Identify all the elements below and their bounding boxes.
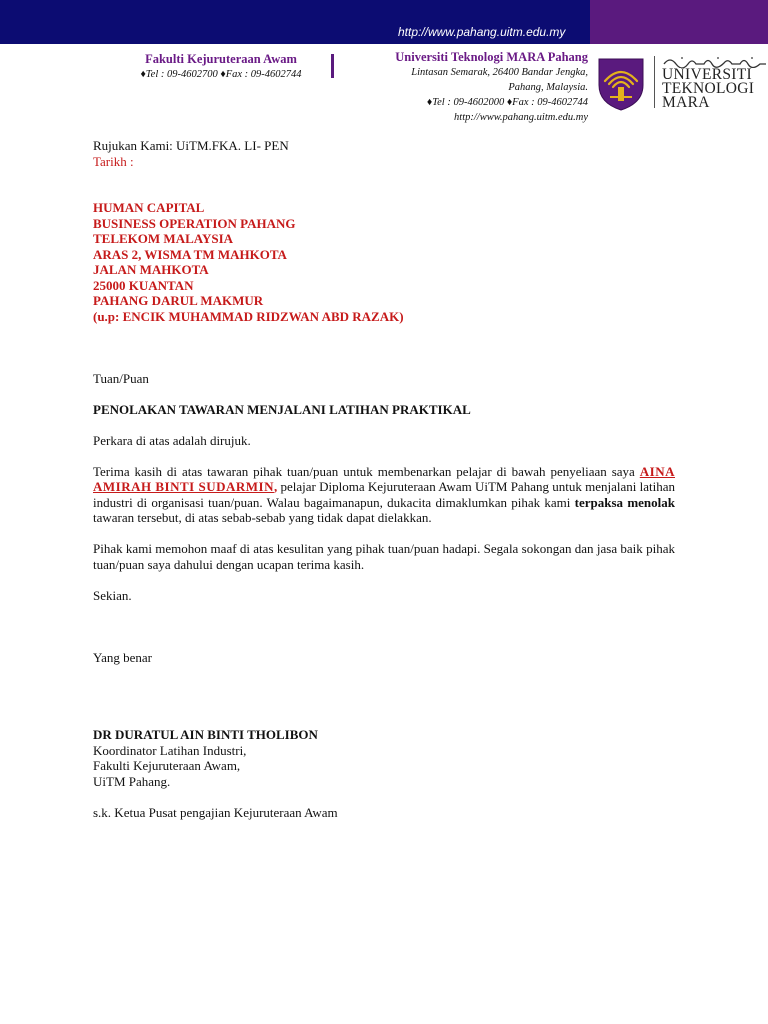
faculty-contact: ♦Tel : 09-4602700 ♦Fax : 09-4602744 — [140, 69, 302, 80]
signatory-campus: UiTM Pahang. — [93, 773, 171, 789]
logo-line-1: UNIVERSITI — [662, 66, 752, 83]
sign-off: Yang benar — [93, 649, 152, 665]
university-block — [395, 50, 588, 125]
salutation: Tuan/Puan — [93, 370, 149, 386]
signatory-faculty: Fakulti Kejuruteraan Awam, — [93, 758, 241, 773]
address-line: BUSINESS OPERATION PAHANG — [93, 215, 296, 231]
letter-body — [93, 138, 675, 820]
date-label: Tarikh : — [93, 153, 134, 169]
paragraph-2 — [93, 464, 675, 526]
logo-line-3: MARA — [662, 94, 710, 111]
faculty-block — [116, 52, 326, 80]
university-address-1: Lintasan Semarak, 26400 Bandar Jengka, — [411, 67, 588, 78]
paragraph-2-start: Terima kasih di atas tawaran pihak tuan/puan untuk membenarkan pelajar di bawah penyeliaan saya — [93, 463, 640, 479]
cc-line: s.k. Ketua Pusat pengajian Kejuruteraan Awam — [93, 804, 338, 820]
address-line: (u.p: ENCIK MUHAMMAD RIDZWAN ABD RAZAK) — [93, 308, 404, 324]
paragraph-2-end: tawaran tersebut, di atas sebab-sebab yang tidak dapat dielakkan. — [93, 510, 432, 525]
university-contact: ♦Tel : 09-4602000 ♦Fax : 09-4602744 — [426, 97, 588, 108]
address-line: JALAN MAHKOTA — [93, 262, 209, 277]
paragraph-1: Perkara di atas adalah dirujuk. — [93, 432, 251, 448]
address-line: TELEKOM MALAYSIA — [93, 231, 234, 246]
paragraph-2-mid: pelajar Diploma Kejuruteraan Awam UiTM Pahang untuk menjalani latihan industri di organisasi tuan/puan. Walau bagaimanapun, dukacita dimaklumkan pihak kami — [93, 479, 675, 510]
uitm-logo-wordmark — [662, 68, 754, 110]
paragraph-2-emphasis: terpaksa menolak — [574, 494, 676, 510]
faculty-name: Fakulti Kejuruteraan Awam — [145, 52, 297, 66]
header-divider — [331, 54, 334, 78]
university-name: Universiti Teknologi MARA Pahang — [395, 50, 588, 64]
reference-line: Rujukan Kami: UiTM.FKA. LI- PEN — [93, 138, 289, 153]
closing: Sekian. — [93, 587, 132, 603]
header-accent-bar — [590, 0, 768, 44]
address-line: ARAS 2, WISMA TM MAHKOTA — [93, 246, 287, 262]
letter-subject: PENOLAKAN TAWARAN MENJALANI LATIHAN PRAKTIKAL — [93, 401, 471, 417]
logo-separator — [654, 56, 655, 108]
header-url[interactable]: http://www.pahang.uitm.edu.my — [398, 25, 566, 39]
uitm-emblem-icon — [597, 55, 645, 111]
student-comma: , — [273, 479, 278, 494]
signatory-name: DR DURATUL AIN BINTI THOLIBON — [93, 727, 318, 742]
address-line: 25000 KUANTAN — [93, 277, 194, 293]
logo-line-2: TEKNOLOGI — [662, 80, 755, 97]
student-name: AINA AMIRAH BINTI SUDARMIN — [93, 463, 675, 494]
recipient-address — [93, 200, 675, 324]
university-address-2: Pahang, Malaysia. — [508, 82, 588, 93]
university-url[interactable]: http://www.pahang.uitm.edu.my — [454, 112, 588, 123]
address-line: PAHANG DARUL MAKMUR — [93, 293, 264, 308]
signatory-title: Koordinator Latihan Industri, — [93, 742, 247, 758]
address-line: HUMAN CAPITAL — [93, 200, 205, 215]
paragraph-3: Pihak kami memohon maaf di atas kesulitan yang pihak tuan/puan hadapi. Segala sokongan dan jasa baik pihak tuan/puan saya dahului dengan ucapan terima kasih. — [93, 541, 675, 572]
